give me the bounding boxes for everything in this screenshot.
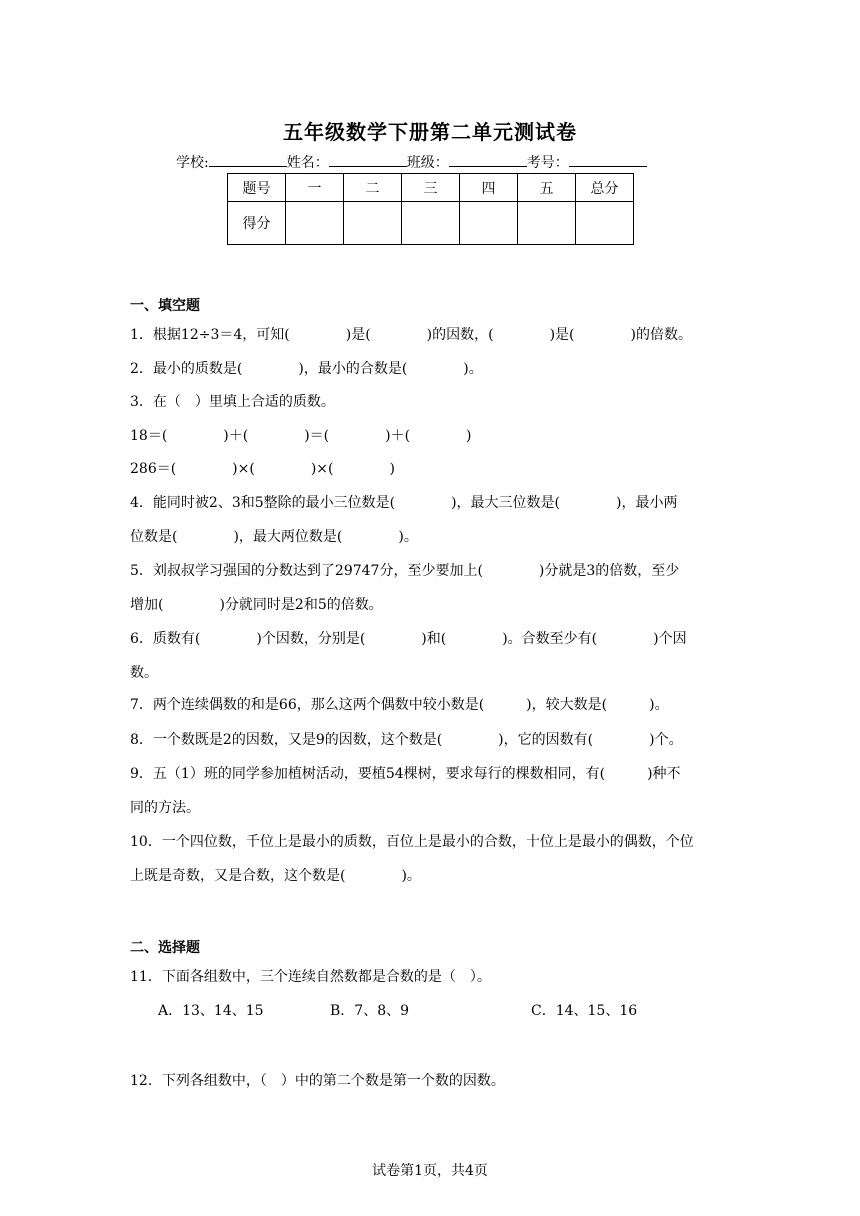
score-cell[interactable] [286,202,344,245]
score-table-score-row [228,202,634,245]
page-footer: 试卷第1页，共4页 [372,1163,488,1179]
score-table [227,173,634,245]
score-cell[interactable] [344,202,402,245]
exam-no-blank[interactable] [569,153,647,167]
option-b[interactable]: B．7、8、9 [330,1003,410,1019]
question-12: 12．下列各组数中，（ ）中的第二个数是第一个数的因数。 [130,1073,505,1089]
score-row-label: 得分 [228,202,286,245]
section-heading-fill-blank: 一、填空题 [130,298,200,314]
school-label: 学校: [176,155,209,171]
question-line: 位数是( )，最大两位数是( )。 [130,529,418,545]
question-line: 7．两个连续偶数的和是66，那么这两个偶数中较小数是( )，较大数是( )。 [130,697,669,713]
question-line: 18＝( )＋( )＝( )＋( ) [130,428,472,444]
score-cell[interactable] [460,202,518,245]
school-blank[interactable] [209,153,287,167]
question-line: 286＝( )×( )×( ) [130,461,395,477]
score-header-cell: 二 [344,174,402,202]
question-line: 6．质数有( )个因数，分别是( )和( )。合数至少有( )个因 [130,631,687,647]
question-line: 3．在（ ）里填上合适的质数。 [130,394,335,410]
score-header-cell: 三 [402,174,460,202]
score-header-cell: 总分 [576,174,634,202]
page-title: 五年级数学下册第二单元测试卷 [283,120,577,144]
question-line: 5．刘叔叔学习强国的分数达到了29747分，至少要加上( )分就是3的倍数，至少 [130,563,680,579]
score-cell[interactable] [402,202,460,245]
question-line: 2．最小的质数是( )，最小的合数是( )。 [130,361,483,377]
option-c[interactable]: C．14、15、16 [531,1003,638,1019]
name-blank[interactable] [329,153,407,167]
score-header-cell: 四 [460,174,518,202]
question-line: 8．一个数既是2的因数，又是9的因数，这个数是( )，它的因数有( )个。 [130,732,683,748]
name-label: 姓名： [286,155,329,171]
score-table-header-row [228,174,634,202]
question-line: 上既是奇数，又是合数，这个数是( )。 [130,868,421,884]
student-info-line [176,152,696,172]
class-blank[interactable] [449,153,527,167]
exam-no-label: 考号： [526,155,569,171]
question-11: 11．下面各组数中，三个连续自然数都是合数的是（ ）。 [130,969,491,985]
score-cell[interactable] [576,202,634,245]
question-line: 9．五（1）班的同学参加植树活动，要植54棵树，要求每行的棵数相同，有( )种不 [130,766,681,782]
score-header-cell: 一 [286,174,344,202]
question-line: 数。 [130,665,158,681]
score-cell[interactable] [518,202,576,245]
question-line: 10．一个四位数，千位上是最小的质数，百位上是最小的合数，十位上是最小的偶数，个位 [130,834,694,850]
question-line: 同的方法。 [130,800,200,816]
question-line: 4．能同时被2、3和5整除的最小三位数是( )，最大三位数是( )，最小两 [130,495,678,511]
score-header-cell: 五 [518,174,576,202]
question-line: 1．根据12÷3＝4，可知( )是( )的因数，( )是( )的倍数。 [130,327,692,343]
score-header-cell: 题号 [228,174,286,202]
option-a[interactable]: A．13、14、15 [158,1003,264,1019]
class-label: 班级： [406,155,449,171]
section-heading-multiple-choice: 二、选择题 [130,940,200,956]
question-line: 增加( )分就同时是2和5的倍数。 [130,597,383,613]
